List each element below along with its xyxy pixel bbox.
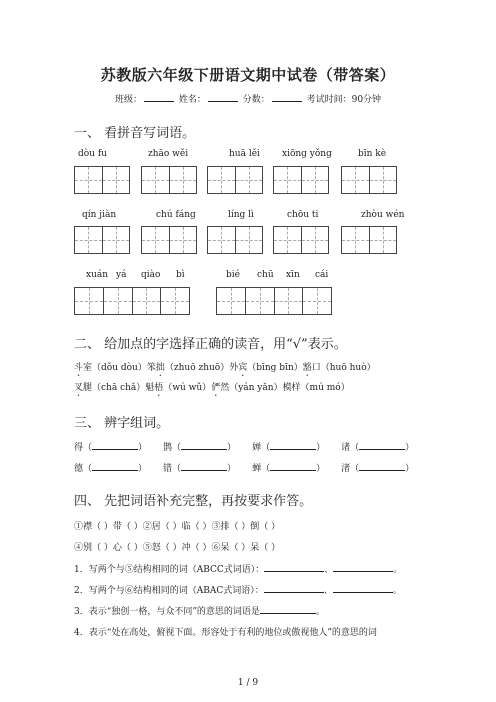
class-label: 班级： (114, 95, 142, 105)
pinyin: chōu ti (287, 210, 319, 220)
time-label: 考试时间：90分钟 (306, 95, 382, 105)
writing-grid[interactable] (74, 226, 130, 254)
writing-grid[interactable] (341, 166, 397, 194)
section-3-heading: 三、 辨字组词。 (74, 416, 170, 431)
pinyin: xuán (86, 270, 109, 280)
score-label: 分数： (242, 95, 270, 105)
pinyin: xīn (286, 270, 300, 280)
section-4-heading: 四、 先把词语补充完整，再按要求作答。 (74, 494, 313, 509)
pinyin: bì (176, 270, 185, 280)
writing-grid[interactable] (273, 166, 329, 194)
writing-grid[interactable] (141, 166, 197, 194)
pinyin: chū (257, 270, 274, 280)
section-1-heading: 一、 看拼音写词语。 (74, 126, 196, 141)
name-label: 姓名： (178, 95, 206, 105)
pinyin: bīn kè (358, 149, 387, 159)
pinyin: cái (315, 270, 329, 280)
word-group-line: 得（ ） 鹊（ ） 婵（ ） 诸（ ） (74, 440, 414, 453)
page-number: 1 / 9 (237, 678, 259, 688)
section-2-heading: 二、 给加点的字选择正确的读音，用“√”表示。 (74, 337, 347, 352)
question-4: 4．表示“处在高处，俯视下面。形容处于有利的地位或傲视他人”的意思的词 (74, 628, 377, 638)
pinyin: líng lì (228, 210, 254, 220)
pinyin: qiào (141, 270, 161, 280)
pinyin: xiōng yǒng (282, 149, 332, 159)
writing-grid[interactable] (216, 287, 332, 315)
name-blank[interactable] (208, 92, 238, 102)
pinyin: qín jiàn (82, 210, 117, 220)
reading-choice-line: 叉腿（chā chǎ）魁梧（wú wǔ）俨然（yán yǎn）模样（mú mó） (74, 383, 350, 393)
pinyin: huā lěi (229, 149, 260, 159)
page-title: 苏教版六年级下册语文期中试卷（带答案） (100, 66, 396, 84)
writing-grid[interactable] (341, 226, 397, 254)
writing-grid[interactable] (74, 287, 190, 315)
question-3: 3．表示“独创一格，与众不同”的意思的词语是 。 (74, 604, 325, 617)
pinyin: bié (226, 270, 240, 280)
question-2: 2．写两个与⑥结构相同的词（ABAC式词语）： 、 。 (74, 583, 402, 596)
pinyin: chú fáng (156, 210, 196, 220)
pinyin: yá (116, 270, 127, 280)
question-1: 1．写两个与⑤结构相同的词（ABCC式词语）： 、 。 (74, 562, 402, 575)
pinyin: zhāo wěi (148, 149, 189, 159)
writing-grid[interactable] (273, 226, 329, 254)
writing-grid[interactable] (207, 166, 263, 194)
class-blank[interactable] (144, 92, 174, 102)
exam-info (0, 92, 496, 105)
reading-choice-line: 斗室（dǒu dòu）笨拙（zhuō zhuō）外宾（bīng bīn）豁口（huō huò） (74, 363, 376, 373)
pinyin: zhòu wén (361, 210, 405, 220)
word-group-line: 德（ ） 错（ ） 蝉（ ） 渚（ ） (74, 461, 414, 474)
writing-grid[interactable] (74, 166, 130, 194)
idiom-fill-line[interactable]: ④别（ ）心（ ）⑤怒（ ）冲（ ）⑥呆（ ）呆（ ） (74, 543, 281, 553)
writing-grid[interactable] (207, 226, 263, 254)
score-blank[interactable] (272, 92, 302, 102)
pinyin: dòu fu (78, 149, 107, 159)
writing-grid[interactable] (141, 226, 197, 254)
idiom-fill-line[interactable]: ①襟（ ）带（ ）②居（ ）临（ ）③排（ ）倒（ ） (74, 522, 281, 532)
